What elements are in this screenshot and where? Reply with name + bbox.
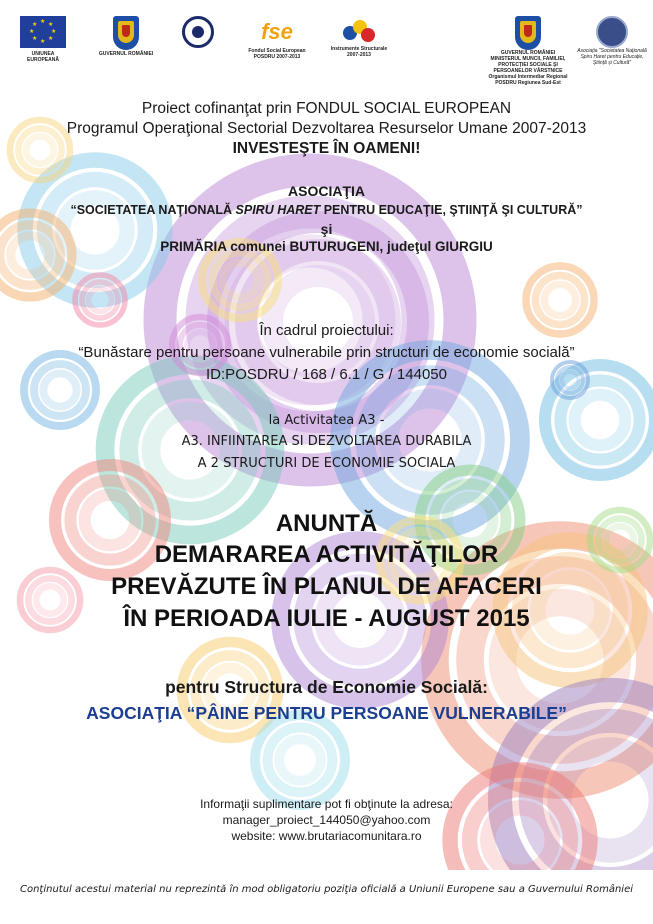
footer-disclaimer: Conţinutul acestui material nu reprezintă în mod obligatoriu poziţia oficială a Uniunii Europene sau a Guvernului României: [19, 884, 634, 895]
fse-logo: [244, 16, 310, 60]
ministry-caption-1: GUVERNUL ROMÂNIEI: [500, 50, 556, 56]
structure-label: pentru Structura de Economie Socială:: [165, 677, 488, 697]
portrait-icon: [596, 16, 628, 48]
ministry-caption-4: PERSOANELOR VÂRSTNICE: [493, 68, 563, 74]
association-conjunction: şi: [320, 221, 333, 237]
announcement-line-4: ÎN PERIOADA IULIE - AUGUST 2015: [123, 605, 530, 632]
ministry-caption-2: MINISTERUL MUNCII, FAMILIEI,: [490, 56, 566, 62]
eu-logo: [16, 16, 70, 63]
cofinancing-line: Proiect cofinanţat prin FONDUL SOCIAL EUROPEAN: [141, 100, 512, 117]
activity-line-2: A3. INFIINTAREA SI DEZVOLTAREA DURABILA: [181, 434, 472, 449]
announcement-line-2: DEMARAREA ACTIVITĂŢILOR: [154, 541, 499, 568]
association-name: “SOCIETATEA NAŢIONALĂ SPIRU HARET PENTRU EDUCAŢIE, ŞTIINŢĂ ŞI CULTURĂ”: [70, 203, 583, 217]
spiru-haret-caption-3: Știință și Cultură": [592, 60, 632, 66]
romania-crest-icon: [113, 16, 139, 50]
announcement-line-3: PREVĂZUTE ÎN PLANUL DE AFACERI: [111, 573, 542, 600]
project-title: “Bunăstare pentru persoane vulnerabile prin structuri de economie socială”: [78, 344, 575, 361]
ministry-caption-5: Organismul Intermediar Regional: [488, 74, 568, 80]
government-caption: GUVERNUL ROMÂNIEI: [98, 51, 154, 57]
eu-flag-icon: ★ ★ ★ ★ ★ ★ ★ ★: [20, 16, 66, 48]
structural-instruments-icon: [339, 16, 379, 46]
structural-instruments-logo: [326, 16, 392, 58]
seal-logo: [180, 16, 216, 48]
ministry-caption-3: PROTECȚIEI SOCIALE ȘI: [498, 62, 558, 68]
structure-name: ASOCIAŢIA “PÂINE PENTRU PERSOANE VULNERABILE”: [86, 703, 567, 723]
contact-email[interactable]: manager_proiect_144050@yahoo.com: [222, 813, 431, 827]
eu-caption: UNIUNEA EUROPEANĂ: [27, 51, 59, 63]
spiru-haret-caption-1: Asociația "Societatea Națională: [577, 48, 647, 54]
association-heading: ASOCIAŢIA: [288, 183, 365, 199]
spiru-haret-caption-2: Spiru Haret pentru Educație,: [580, 54, 644, 60]
government-logo: [96, 16, 156, 57]
slogan-line: INVESTEŞTE ÎN OAMENI!: [232, 140, 421, 157]
project-intro: În cadrul proiectului:: [259, 322, 394, 339]
structural-instruments-caption-2: 2007-2013: [347, 52, 371, 58]
contact-website[interactable]: website: www.brutariacomunitara.ro: [231, 829, 422, 843]
fse-mark-icon: fse: [261, 19, 293, 44]
program-line: Programul Operaţional Sectorial Dezvoltarea Resurselor Umane 2007-2013: [66, 120, 587, 137]
activity-line-3: A 2 STRUCTURI DE ECONOMIE SOCIALA: [197, 456, 456, 471]
ministry-caption-6: POSDRU Regiunea Sud-Est: [495, 80, 561, 86]
announcement-line-1: ANUNTĂ: [275, 510, 378, 537]
ministry-crest-icon: [515, 16, 541, 50]
project-id: ID:POSDRU / 168 / 6.1 / G / 144050: [206, 366, 447, 383]
partner-line: PRIMĂRIA comunei BUTURUGENI, judeţul GIURGIU: [160, 239, 493, 254]
government-seal-icon: [182, 16, 214, 48]
fse-caption-2: POSDRU 2007-2013: [253, 54, 301, 60]
spiru-haret-logo: [576, 16, 648, 66]
ministry-logo: [486, 16, 570, 86]
fse-caption-1: Fondul Social European: [248, 48, 306, 54]
contact-intro: Informaţii suplimentare pot fi obţinute la adresa:: [200, 797, 453, 811]
activity-line-1: la Activitatea A3 -: [268, 413, 385, 428]
structural-instruments-caption-1: Instrumente Structurale: [330, 46, 388, 52]
